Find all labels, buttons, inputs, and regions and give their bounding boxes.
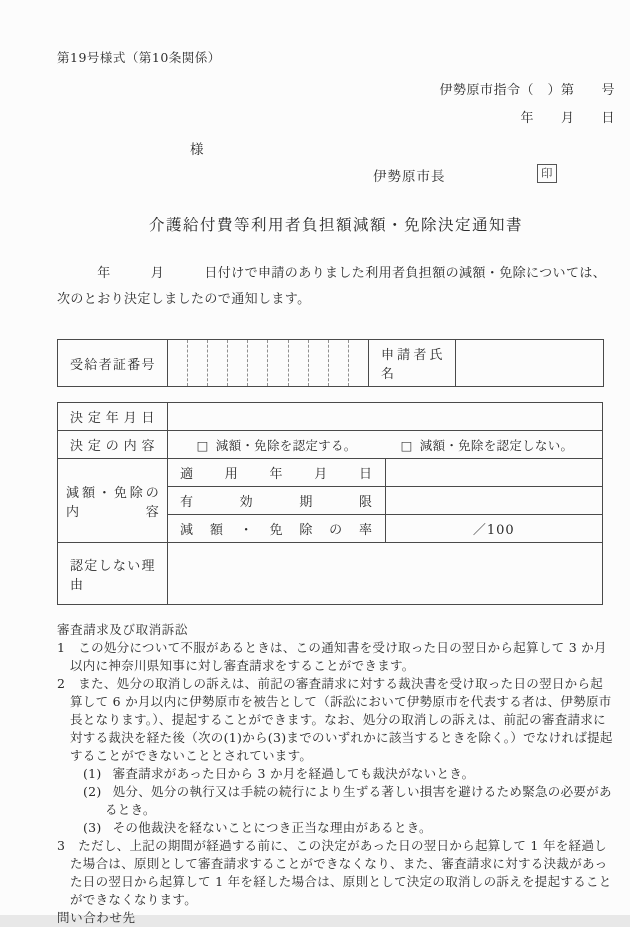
decision-table (57, 402, 603, 605)
apply-date-field[interactable] (385, 459, 603, 487)
note-number: (2) (83, 784, 102, 799)
note-subitem (83, 819, 613, 837)
approve-option (197, 436, 357, 454)
denial-reason-label: 認定しない理由 (58, 543, 168, 605)
form-number: 第19号様式（第10条関係） (57, 50, 221, 65)
cert-digit-cell[interactable] (268, 340, 288, 386)
decision-date-field[interactable] (168, 403, 603, 431)
table-row (58, 459, 603, 487)
note-number: (1) (83, 766, 102, 781)
approve-option-label: 減額・免除を認定する。 (215, 437, 357, 453)
note-text: 処分、処分の執行又は手続の続行により生ずる著しい損害を避けるため緊急の必要があるとき。 (105, 784, 612, 817)
note-item (57, 675, 613, 765)
note-text: この処分について不服があるときは、この通知書を受け取った日の翌日から起算して 3 か月以内に神奈川県知事に対し審査請求をすることができます。 (70, 640, 607, 673)
note-text: ただし、上記の期間が経過する前に、この決定があった日の翌日から起算して 1 年を経過した場合は、原則として審査請求することができなくなり、また、審査請求に対する決裁があった日の翌日から起算して 1 年を経した場合は、原則として決定の取消しの訴えを提起することができなくなります。 (70, 838, 612, 907)
valid-until-label: 有効期限 (168, 487, 386, 515)
cert-number-digit-boxes[interactable] (168, 340, 369, 387)
deny-checkbox[interactable]: □ (400, 437, 413, 453)
cert-digit-cell[interactable] (168, 340, 188, 386)
recipient-table (57, 339, 604, 387)
denial-reason-field[interactable] (168, 543, 603, 605)
note-text: また、処分の取消しの訴えは、前記の審査請求に対する裁決書を受け取った日の翌日から起算して 6 か月以内に伊勢原市を被告として（訴訟において伊勢原市を代表する者は、伊勢原市長となります。）、提起することができます。なお、処分の取消しの訴えは、前記の審査請求に対する裁決を経た後（次の(1)から(3)までのいずれかに該当するときを除く。）でなければ提起することができないこととされています。 (70, 676, 613, 763)
mayor-signature-line (57, 165, 615, 187)
notes-heading: 審査請求及び取消訴訟 (57, 622, 189, 637)
decision-content-label: 決定の内容 (58, 431, 168, 459)
addressee-line (57, 138, 615, 158)
note-text: 審査請求があった日から 3 か月を経過しても裁決がないとき。 (112, 766, 475, 781)
cert-digit-cell[interactable] (309, 340, 329, 386)
decision-options (168, 436, 602, 454)
note-item (57, 837, 613, 909)
note-subitem (83, 783, 613, 819)
approve-checkbox[interactable]: □ (196, 437, 209, 453)
rate-field[interactable]: ／100 (385, 515, 603, 543)
reduction-content-group-label: 減額・免除の内容 (58, 459, 168, 543)
cert-digit-cell[interactable] (248, 340, 268, 386)
table-row (58, 543, 603, 605)
applicant-name-field[interactable] (456, 340, 604, 387)
cert-digit-cell[interactable] (208, 340, 228, 386)
rate-label: 減額・免除の率 (168, 515, 386, 543)
decision-date-label: 決定年月日 (58, 403, 168, 431)
cert-digit-cell[interactable] (349, 340, 368, 386)
decision-content-cell (168, 431, 603, 459)
intro-paragraph: 年 月 日付けで申請のありました利用者負担額の減額・免除については、次のとおり決定しましたので通知します。 (57, 266, 607, 307)
note-subitem (83, 765, 613, 783)
page-title: 介護給付費等利用者負担額減額・免除決定通知書 (148, 216, 523, 234)
valid-until-field[interactable] (385, 487, 603, 515)
applicant-name-label: 申請者氏名 (369, 340, 456, 387)
cert-digit-cell[interactable] (228, 340, 248, 386)
digit-row (168, 340, 368, 386)
deny-option (401, 436, 574, 454)
mayor-label: 伊勢原市長 (373, 169, 446, 185)
cert-digit-cell[interactable] (188, 340, 208, 386)
note-number: 2 (57, 676, 66, 691)
note-number: 1 (57, 640, 66, 655)
note-number: 3 (57, 838, 66, 853)
cert-digit-cell[interactable] (289, 340, 309, 386)
note-text: その他裁決を経ないことにつき正当な理由があるとき。 (112, 820, 432, 835)
contact-heading: 問い合わせ先 (57, 910, 136, 925)
table-row (58, 403, 603, 431)
issue-date-line: 年 月 日 (520, 111, 615, 126)
cert-number-label: 受給者証番号 (58, 340, 168, 387)
table-row (58, 431, 603, 459)
seal-stamp: 印 (537, 164, 557, 183)
deny-option-label: 減額・免除を認定しない。 (419, 437, 574, 453)
note-item (57, 639, 613, 675)
apply-date-label: 適用年月日 (168, 459, 386, 487)
note-number: (3) (83, 820, 102, 835)
cert-digit-cell[interactable] (329, 340, 349, 386)
legal-notes (57, 621, 613, 927)
addressee-suffix: 様 (190, 142, 204, 158)
table-row (58, 340, 604, 387)
directive-number-line: 伊勢原市指令（ ）第 号 (439, 83, 615, 98)
